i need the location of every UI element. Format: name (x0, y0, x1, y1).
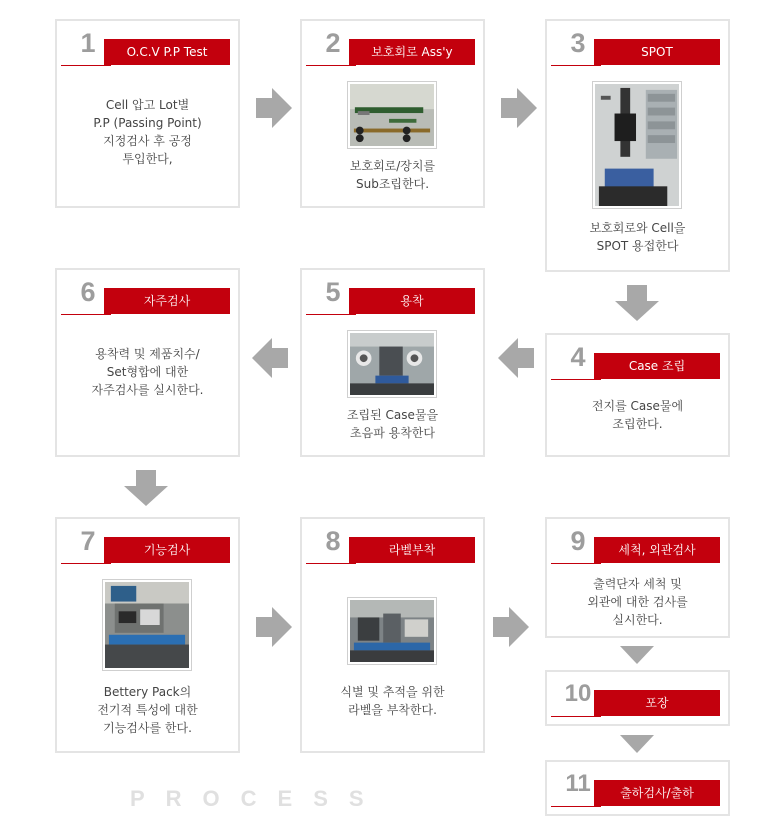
arrow-down-icon (615, 285, 659, 321)
step-7-box (55, 517, 240, 753)
step-10-box (545, 670, 730, 726)
step-number: 7 (80, 526, 96, 556)
title-underline (551, 806, 601, 807)
step-number: 5 (325, 277, 341, 307)
arrow-left-icon (252, 338, 288, 378)
step-title: 출하검사/출하 (594, 780, 720, 806)
step-photo (347, 330, 437, 398)
step-title: 보호회로 Ass'y (349, 39, 475, 65)
step-description: Bettery Pack의 전기적 특성에 대한 기능검사를 한다. (97, 685, 198, 735)
step-9-box (545, 517, 730, 638)
step-description: 조립된 Case물을 초음파 용착한다 (346, 408, 439, 440)
step-number: 9 (570, 526, 586, 556)
title-underline (551, 563, 601, 564)
title-underline (61, 65, 111, 66)
title-underline (551, 716, 601, 717)
step-description: Cell 압고 Lot별 P.P (Passing Point) 지정검사 후 공정 투입한다, (93, 98, 202, 166)
step-number: 6 (80, 277, 96, 307)
step-number: 8 (325, 526, 341, 556)
step-description: 전지를 Case물에 조립한다. (591, 399, 684, 431)
step-3-box (545, 19, 730, 272)
step-11-box (545, 760, 730, 816)
step-photo (347, 597, 437, 665)
arrow-right-icon (256, 88, 292, 128)
step-photo (592, 81, 682, 209)
arrow-right-icon (501, 88, 537, 128)
step-description: 보호회로/장치를 Sub조립한다. (349, 159, 436, 191)
step-title: SPOT (594, 39, 720, 65)
step-number: 3 (570, 28, 586, 58)
step-title: O.C.V P.P Test (104, 39, 230, 65)
step-2-box (300, 19, 485, 208)
title-underline (61, 563, 111, 564)
title-underline (551, 379, 601, 380)
step-1-box (55, 19, 240, 208)
step-number: 2 (325, 28, 341, 58)
arrow-down-small-icon (620, 646, 654, 664)
step-description: 식별 및 추적을 위한 라벨을 부착한다. (340, 685, 445, 717)
step-title: 포장 (594, 690, 720, 716)
step-photo (347, 81, 437, 149)
step-8-box (300, 517, 485, 753)
step-5-box (300, 268, 485, 457)
title-underline (61, 314, 111, 315)
step-number: 11 (565, 770, 591, 797)
step-title: 라벨부착 (349, 537, 475, 563)
step-title: 자주검사 (104, 288, 230, 314)
step-description: 보호회로와 Cell을 SPOT 용접한다 (589, 221, 686, 253)
arrow-right-icon (256, 607, 292, 647)
title-underline (551, 65, 601, 66)
step-title: 용착 (349, 288, 475, 314)
step-title: 세척, 외관검사 (594, 537, 720, 563)
step-title: Case 조립 (594, 353, 720, 379)
title-underline (306, 563, 356, 564)
title-underline (306, 65, 356, 66)
step-number: 4 (570, 342, 586, 372)
process-watermark: PROCESS (130, 786, 385, 811)
step-number: 10 (564, 680, 592, 707)
step-photo (102, 579, 192, 671)
arrow-right-icon (493, 607, 529, 647)
arrow-down-small-icon (620, 735, 654, 753)
step-4-box (545, 333, 730, 457)
step-title: 기능검사 (104, 537, 230, 563)
step-number: 1 (80, 28, 96, 58)
step-description: 용착력 및 제품치수/ Set형합에 대한 자주검사를 실시한다. (91, 347, 204, 397)
arrow-left-icon (498, 338, 534, 378)
step-6-box (55, 268, 240, 457)
step-description: 출력단자 세척 및 외관에 대한 검사를 실시한다. (587, 577, 688, 627)
arrow-down-icon (124, 470, 168, 506)
title-underline (306, 314, 356, 315)
